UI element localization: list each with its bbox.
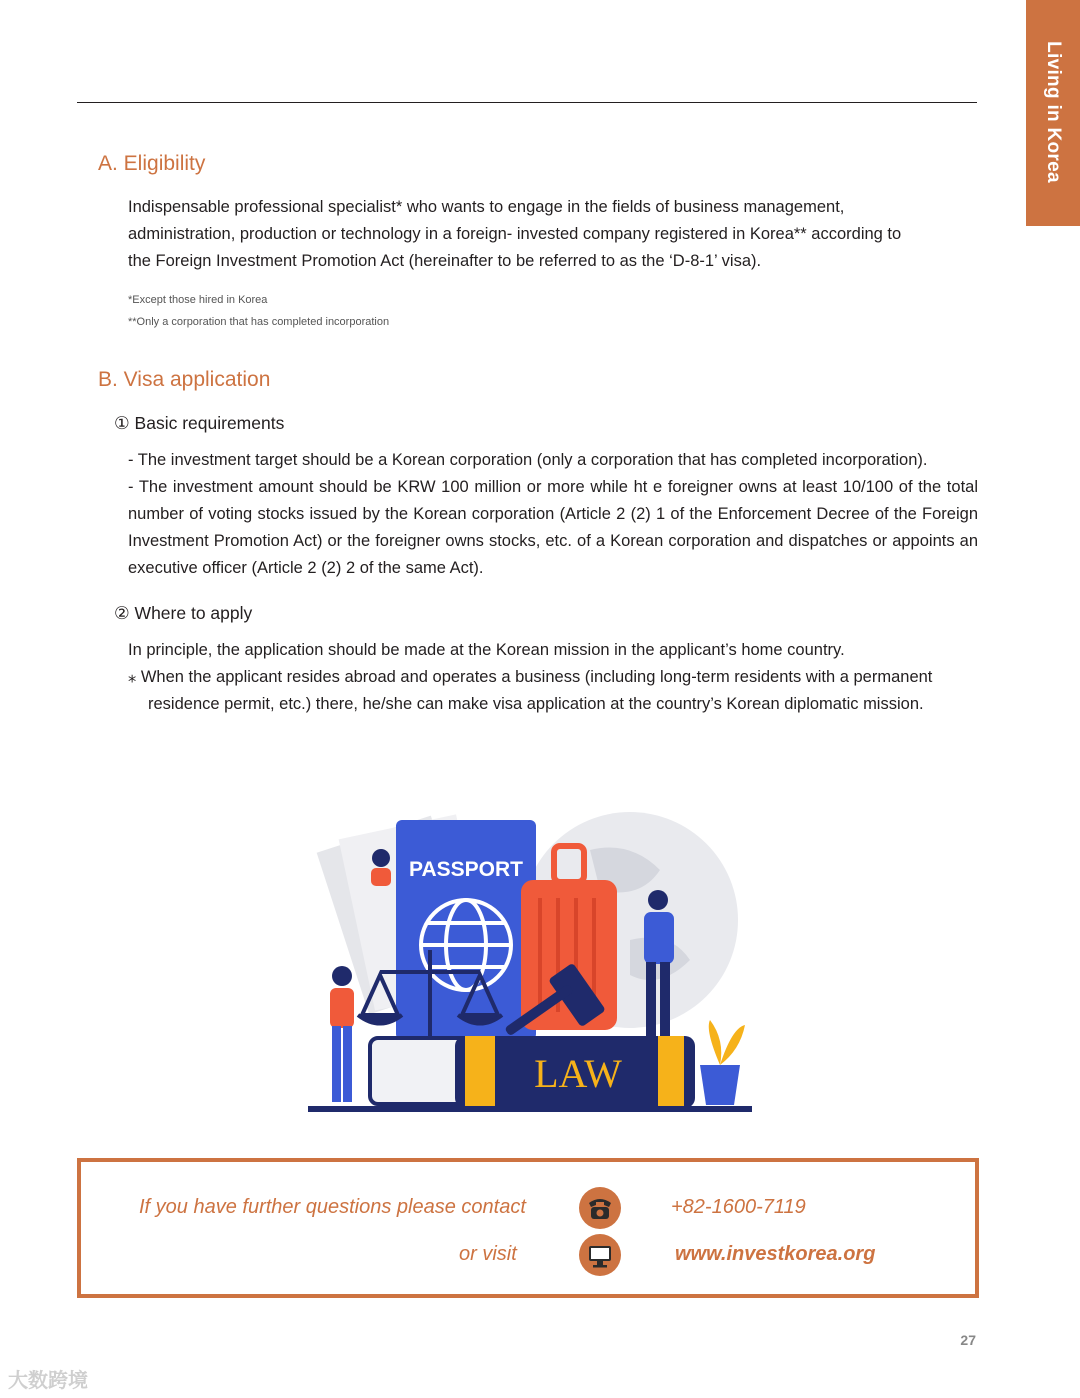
pot-plant	[700, 1020, 745, 1105]
person-left	[330, 966, 354, 1102]
where-to-apply-text: In principle, the application should be made at the Korean mission in the applicant’s home country.	[128, 641, 845, 659]
website-link[interactable]: www.investkorea.org	[675, 1243, 876, 1265]
passport-label: PASSPORT	[409, 858, 523, 881]
eligibility-line-2: administration, production or technology in a foreign- invested company registered in Korea** according to	[128, 225, 902, 243]
eligibility-heading: A. Eligibility	[98, 152, 206, 175]
eligibility-line-3: the Foreign Investment Promotion Act (hereinafter to be referred to as the ‘D-8-1’ visa).	[128, 252, 762, 270]
phone-number[interactable]: +82-1600-7119	[671, 1196, 806, 1218]
telephone-icon	[579, 1187, 621, 1229]
side-tab	[1026, 0, 1080, 226]
or-visit-label: or visit	[459, 1243, 517, 1265]
basic-requirements-title: ① Basic requirements	[114, 413, 285, 433]
footnote-2: **Only a corporation that has completed incorporation	[128, 316, 390, 328]
monitor-icon	[579, 1234, 621, 1276]
visa-application-heading: B. Visa application	[98, 368, 271, 391]
top-divider	[77, 102, 977, 103]
where-to-apply-title: ② Where to apply	[114, 603, 253, 623]
illustration-ground	[308, 1106, 752, 1112]
law-book-band-right	[658, 1036, 684, 1108]
page-number: 27	[960, 1332, 976, 1348]
eligibility-line-1: Indispensable professional specialist* who wants to engage in the fields of business management,	[128, 198, 845, 216]
requirement-bullet-1: - The investment target should be a Korean corporation (only a corporation that has completed incorporation).	[128, 451, 928, 469]
law-book-band-left	[465, 1036, 495, 1108]
where-to-apply-note	[128, 664, 978, 718]
note-line-2: residence permit, etc.) there, he/she can make visa application at the country’s Korean diplomatic mission.	[148, 695, 924, 713]
footnote-1: *Except those hired in Korea	[128, 294, 268, 306]
law-label: LAW	[534, 1051, 622, 1096]
note-line-1: ⁎ When the applicant resides abroad and operates a business (including long-term residents with a permanent	[128, 668, 933, 686]
watermark: 大数跨境	[8, 1370, 88, 1392]
requirement-bullet-2: - The investment amount should be KRW 100 million or more while ht e foreigner owns at least 10/100 of the total number of voting stocks issued by the Korean corporation (Article 2 (2) 1 of the Enforcement Decree of the Foreign Investment Promotion Act) or the foreigner owns stocks, etc. of a Korean corporation and dispatches or appoints an executive officer (Article 2 (2) 2 of the same Act).	[128, 478, 978, 577]
side-tab-label: Living in Korea	[1043, 41, 1064, 183]
contact-question: If you have further questions please contact	[139, 1196, 526, 1218]
visa-law-illustration	[300, 780, 760, 1120]
contact-box	[77, 1158, 979, 1298]
